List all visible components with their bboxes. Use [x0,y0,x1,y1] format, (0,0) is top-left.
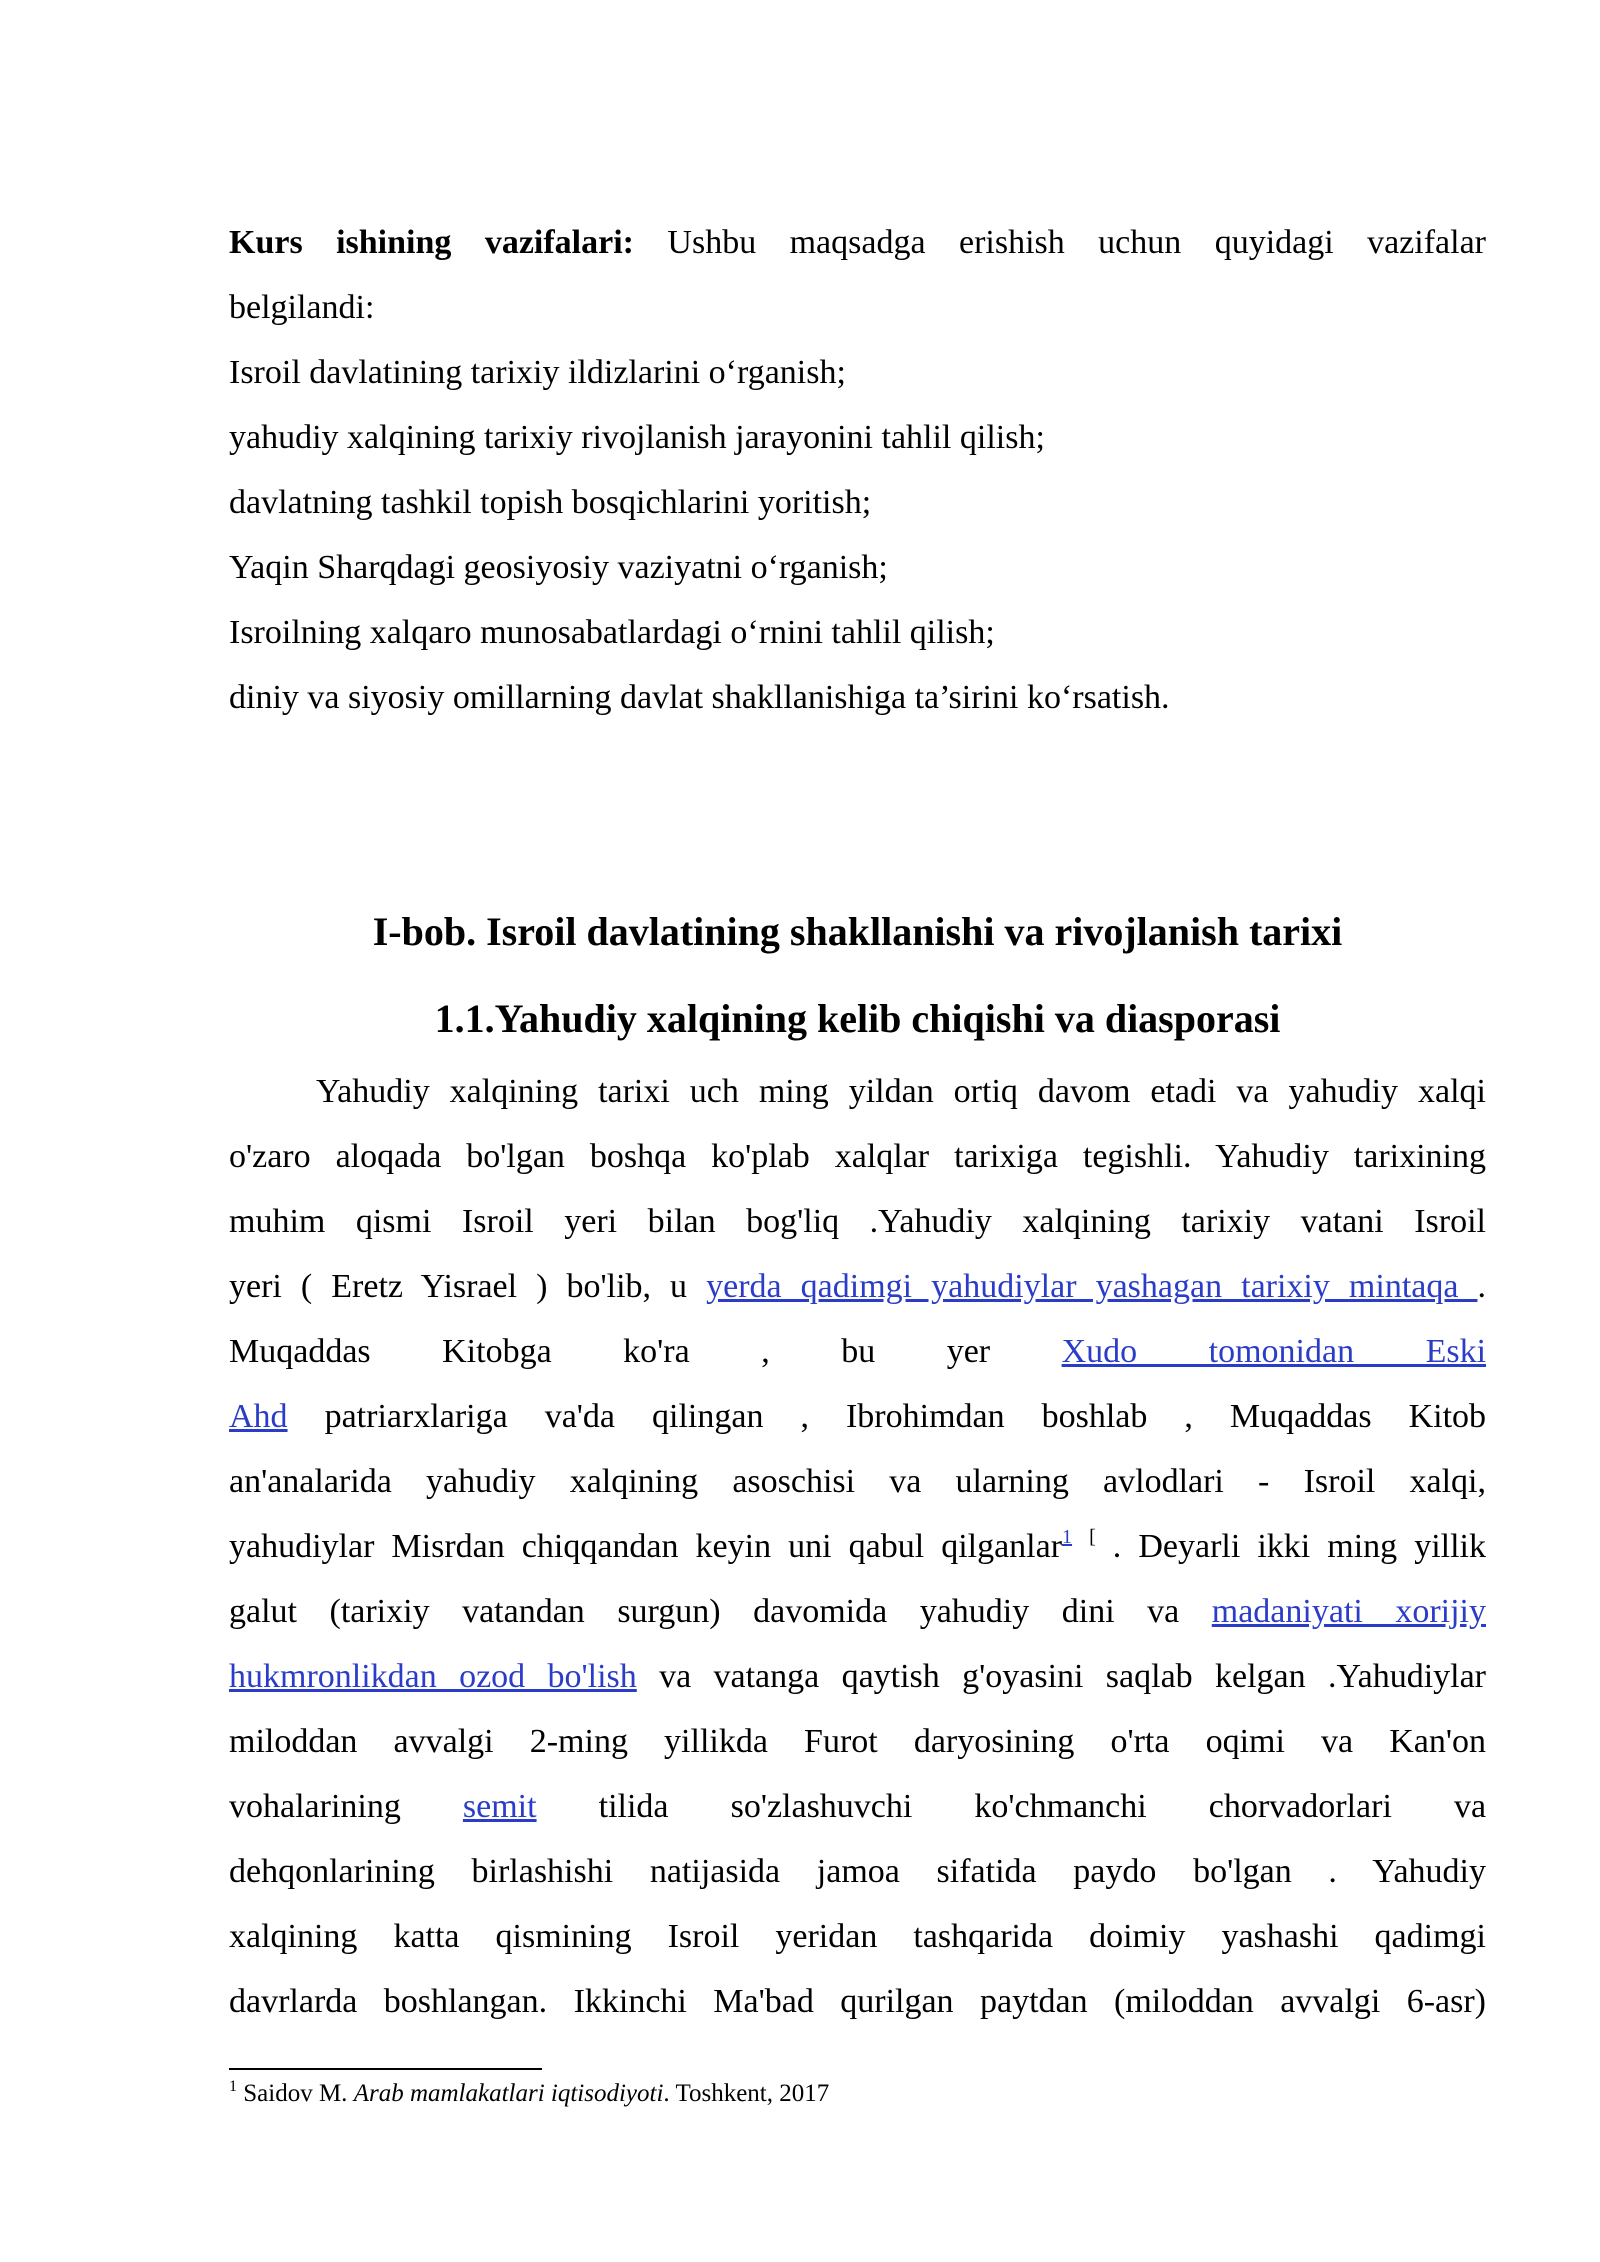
link-semit[interactable]: semit [462,1788,537,1825]
body-text: , [761,1333,770,1370]
body-line [229,1644,1486,1709]
body-text: Muqaddas Kitobga ko'ra [229,1333,690,1370]
body-line: Yahudiy xalqining tarixi uch ming yildan ortiq davom etadi va yahudiy xalqi [316,1073,1486,1110]
footnote-author: Saidov M. [243,2080,354,2107]
link-liberation[interactable]: hukmronlikdan ozod bo'lish [229,1658,637,1695]
body-line [229,1579,1486,1644]
footnote-number: 1 [229,2078,237,2095]
body-line: dehqonlarining birlashishi natijasida jamoa sifatida paydo bo'lgan . Yahudiy [229,1853,1486,1890]
tasks-intro-text: Ushbu maqsadga erishish uchun quyidagi vazifalar [667,224,1486,261]
task-item: yahudiy xalqining tarixiy rivojlanish jarayonini tahlil qilish; [229,419,1045,456]
body-line [229,1254,1486,1319]
body-text: vohalarining [229,1788,463,1825]
footnote [229,2077,829,2111]
body-text: Kitob [1408,1398,1486,1435]
body-text: tilida [598,1788,669,1825]
section-title: 1.1.Yahudiy xalqining kelib chiqishi va diasporasi [434,996,1281,1041]
link-historical-region[interactable]: yerda qadimgi yahudiylar yashagan tarixiy mintaqa [706,1268,1478,1305]
task-item: Yaqin Sharqdagi geosiyosiy vaziyatni o‘rganish; [229,549,888,586]
link-ahd[interactable]: Ahd [229,1398,288,1435]
body-text: yer [946,1333,991,1370]
body-line: miloddan avvalgi 2-ming yillikda Furot daryosining o'rta oqimi va Kan'on [229,1723,1486,1760]
task-item: Isroil davlatining tarixiy ildizlarini o‘rganish; [229,354,846,391]
body-text: va [1453,1788,1486,1825]
task-item: davlatning tashkil topish bosqichlarini yoritish; [229,484,872,521]
body-text: yahudiylar Misrdan chiqqandan keyin uni qabul qilganlar [229,1528,1063,1565]
task-item: Isroilning xalqaro munosabatlardagi o‘rnini tahlil qilish; [229,614,995,651]
body-line: o'zaro aloqada bo'lgan boshqa ko'plab xalqlar tarixiga tegishli. Yahudiy tarixining [229,1138,1486,1175]
body-line [229,1774,1486,1839]
body-line [229,1514,1486,1579]
body-line [229,1319,1486,1384]
body-line [229,1384,1486,1449]
tasks-label: Kurs ishining vazifalari: [229,224,634,261]
body-line: davrlarda boshlangan. Ikkinchi Ma'bad qurilgan paytdan (miloddan avvalgi 6-asr) [229,1983,1486,2020]
link-old-testament[interactable]: Xudo tomonidan Eski [1061,1333,1486,1370]
footnote-ref[interactable]: 1 [1062,1526,1073,1548]
body-text: so'zlashuvchi ko'chmanchi [730,1788,1147,1825]
body-text: patriarxlariga va'da qilingan [324,1398,764,1435]
task-item: diniy va siyosiy omillarning davlat shakllanishiga ta’sirini ko‘rsatish. [229,679,1170,716]
link-foreign-culture[interactable]: madaniyati xorijiy [1211,1593,1486,1630]
footnote-separator [229,2068,542,2070]
footnote-bracket: [ [1089,1526,1096,1548]
body-text: bu [841,1333,876,1370]
body-text: . [1477,1268,1486,1305]
chapter-title: I-bob. Isroil davlatining shakllanishi va rivojlanish tarixi [372,909,1343,954]
body-text: va vatanga qaytish g'oyasini saqlab kelgan .Yahudiylar [636,1658,1486,1695]
footnote-rest: . Toshkent, 2017 [663,2080,830,2107]
body-line: xalqining katta qismining Isroil yeridan tashqarida doimiy yashashi qadimgi [229,1918,1486,1955]
body-text: chorvadorlari [1208,1788,1392,1825]
body-text: yeri ( Eretz Yisrael ) bo'lib, u [229,1268,707,1305]
body-text: galut (tarixiy vatandan surgun) davomida yahudiy dini va [229,1593,1212,1630]
body-text: . Deyarli ikki ming yillik [1095,1528,1486,1565]
tasks-intro-cont: belgilandi: [229,289,375,326]
footnote-title: Arab mamlakatlari iqtisodiyoti [353,2080,664,2107]
body-text: Muqaddas [1229,1398,1372,1435]
tasks-intro-line [229,210,1486,275]
body-line: an'analarida yahudiy xalqining asoschisi va ularning avlodlari - Isroil xalqi, [229,1463,1486,1500]
document-page [229,210,1486,2034]
body-line: muhim qismi Isroil yeri bilan bog'liq .Yahudiy xalqining tarixiy vatani Isroil [229,1203,1486,1240]
body-text: , Ibrohimdan boshlab , [800,1398,1193,1435]
